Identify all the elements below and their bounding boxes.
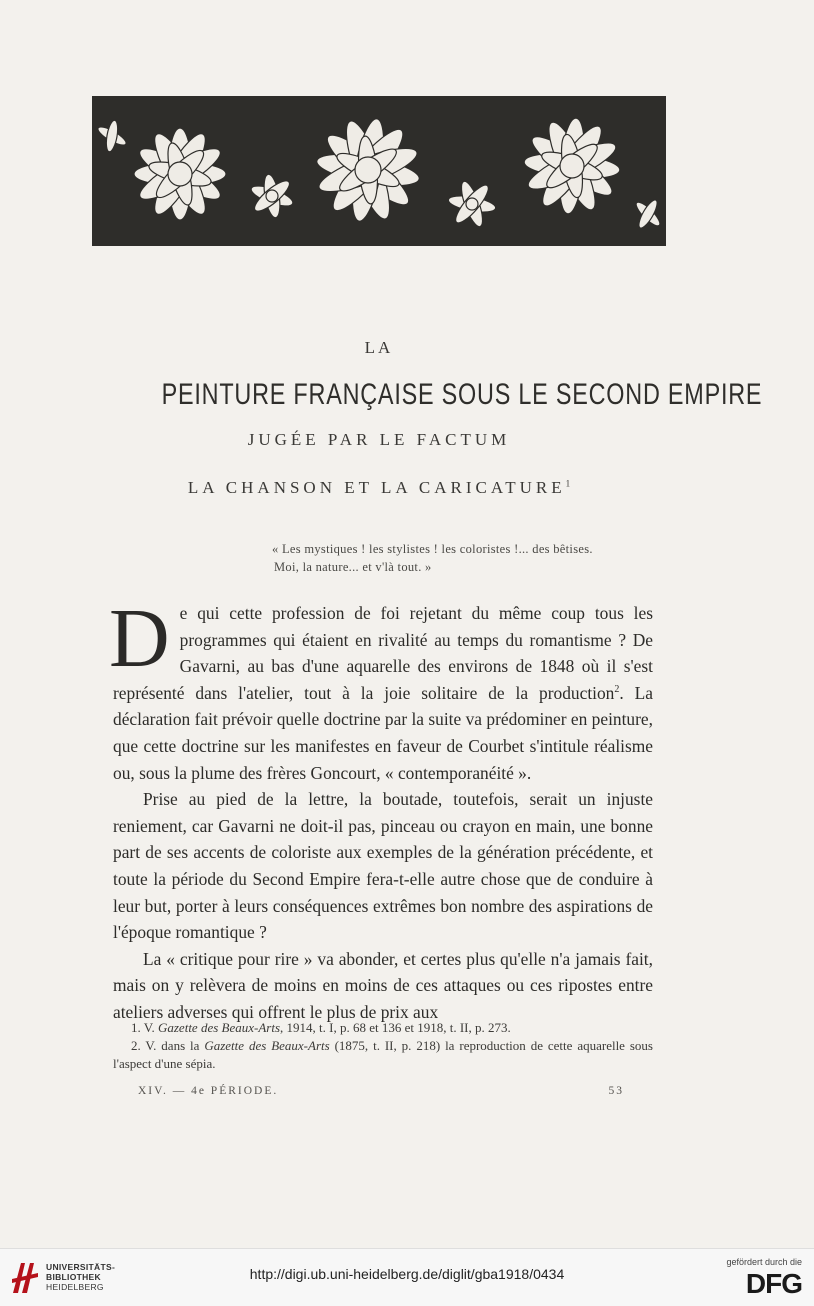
dfg-logo-icon[interactable]: DFG (745, 1268, 802, 1299)
footnotes (113, 1019, 653, 1073)
subtitle-footnote-ref: 1 (565, 478, 571, 489)
paragraph: De qui cette profession de foi rejetant du même coup tous les programmes qui étaient en rivalité au temps du romantisme ? De Gavarni, au bas d'une aquarelle des environs de 1848 où il s'est représenté dans l'atelier, tout à la joie solitaire de la production$^2$. La déclaration fait prévoir quelle doctrine par la suite va prédominer en peinture, que cette doctrine sur les manifestes en faveur de Courbet s'intitule réalisme ou, sous la plume des frères Goncourt, « contemporanéité ». (109, 592, 653, 783)
volume-label: XIV. — 4e PÉRIODE. (138, 1085, 279, 1097)
footnote-1: 1. V. Gazette des Beaux-Arts, 1914, t. I, p. 68 et 136 et 1918, t. II, p. 273. (131, 1020, 511, 1035)
footnote-2: 2. V. dans la Gazette des Beaux-Arts (1875, t. II, p. 218) la reproduction de cette aquarelle sous l'aspect d'une sépia. (113, 1038, 653, 1071)
title-prefix: LA (364, 338, 394, 357)
page-footer (138, 1085, 624, 1097)
page-title: PEINTURE FRANÇAISE SOUS LE SECOND EMPIRE (161, 378, 763, 411)
library-name[interactable]: UNIVERSITÄTS- BIBLIOTHEK HEIDELBERG (46, 1262, 116, 1292)
paragraph: Prise au pied de la lettre, la boutade, toutefois, serait un injuste reniement, car Gavarni ne doit-il pas, pinceau ou crayon en main, une bonne part de ses accents de coloriste aux exemples de la génération précédente, et toute la période du Second Empire fera-t-elle autre chose que de conduire à leur but, porter à leurs conséquences extrêmes bon nombre des aspirations de l'époque romantique ? (113, 789, 653, 943)
paragraph: La « critique pour rire » va abonder, et certes plus qu'elle n'a jamais fait, mais on y relèvera de moins en moins de ces attaques ou ces ripostes entre ateliers adverses qui offrent le plus de prix aux (113, 948, 653, 1022)
page-number: 53 (608, 1085, 624, 1097)
epigraph-line: « Les mystiques ! les stylistes ! les coloristes !... des bêtises. (272, 542, 593, 556)
subtitle-line-1: JUGÉE PAR LE FACTUM (247, 430, 511, 449)
sponsor-label: gefördert durch die (726, 1257, 802, 1267)
footnote-ref: 2 (614, 683, 620, 695)
viewer-bar (0, 1248, 814, 1306)
permalink-url[interactable]: http://digi.ub.uni-heidelberg.de/diglit/gba1918/0434 (249, 1266, 565, 1282)
epigraph-line: Moi, la nature... et v'là tout. » (274, 560, 432, 574)
subtitle-line-2: LA CHANSON ET LA CARICATURE$^1$ (187, 478, 571, 497)
epigraph (272, 540, 662, 576)
chrysanthemum-frieze-icon (92, 96, 666, 246)
article-body (109, 592, 653, 1026)
drop-cap: D (109, 592, 170, 685)
